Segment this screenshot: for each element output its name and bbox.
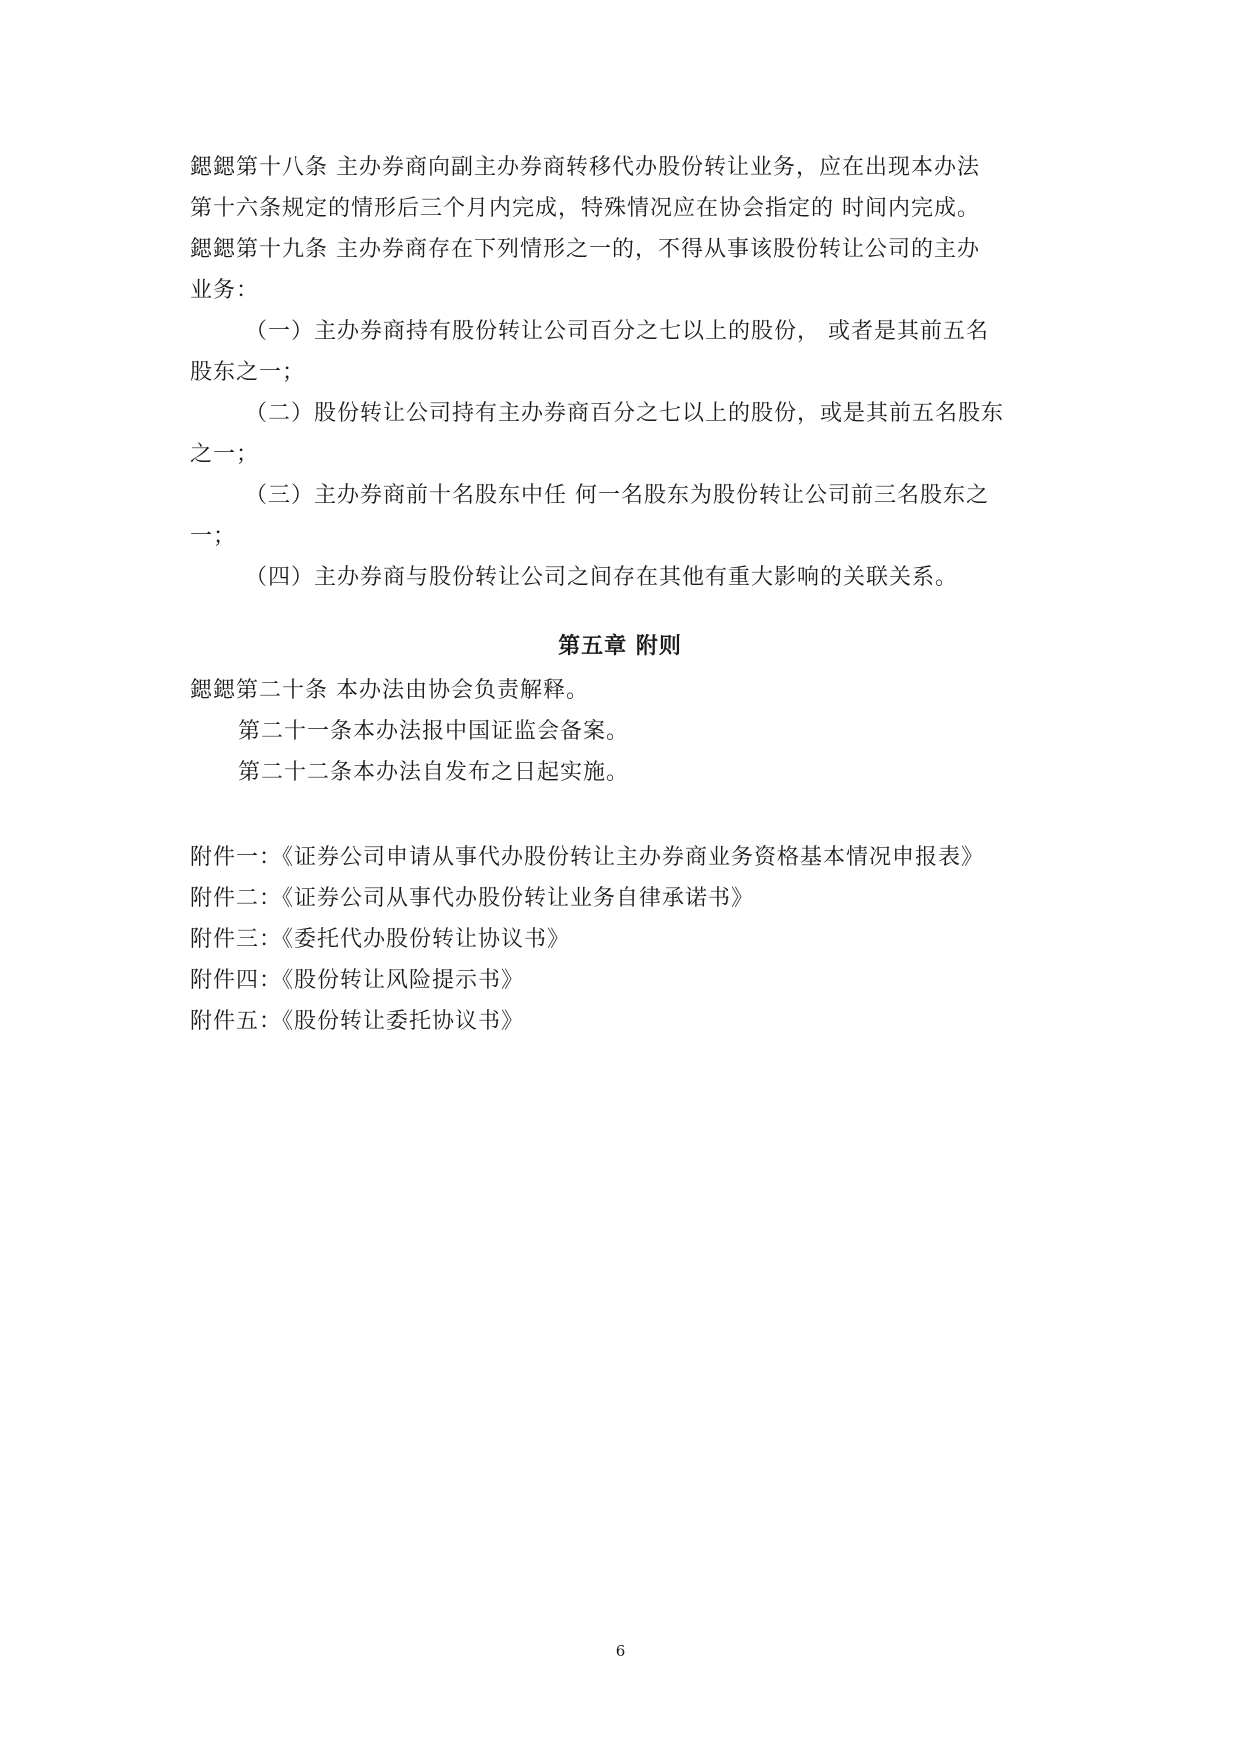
item-1-line-2: 股东之一； [190, 360, 306, 385]
chapter-5-heading: 第五章 附则 [558, 634, 682, 659]
page-content [190, 155, 1050, 1050]
item-4-line-1: （四）主办券商与股份转让公司之间存在其他有重大影响的关联关系。 [245, 565, 959, 590]
page-number: 6 [615, 1642, 626, 1660]
article-22: 第二十二条本办法自发布之日起实施。 [238, 760, 630, 785]
item-2-line-1: （二）股份转让公司持有主办券商百分之七以上的股份，或是其前五名股东 [245, 401, 1005, 426]
item-3-line-1: （三）主办券商前十名股东中任 何一名股东为股份转让公司前三名股东之 [245, 483, 989, 508]
item-1-line-1: （一）主办券商持有股份转让公司百分之七以上的股份， 或者是其前五名 [245, 319, 989, 344]
attachment-4: 附件四：《股份转让风险提示书》 [190, 968, 525, 993]
attachments-spacer [190, 801, 1050, 845]
article-19-line-1: 鍶鍶第十九条 主办券商存在下列情形之一的，不得从事该股份转让公司的主办 [190, 237, 980, 262]
attachment-1: 附件一：《证券公司申请从事代办股份转让主办券商业务资格基本情况申报表》 [190, 845, 985, 870]
article-20: 鍶鍶第二十条 本办法由协会负责解释。 [190, 678, 589, 703]
item-3-line-2: 一； [190, 524, 237, 549]
article-18-line-2: 第十六条规定的情形后三个月内完成，特殊情况应在协会指定的 时间内完成。 [190, 196, 980, 221]
attachment-5: 附件五：《股份转让委托协议书》 [190, 1009, 525, 1034]
attachment-2: 附件二：《证券公司从事代办股份转让业务自律承诺书》 [190, 886, 755, 911]
section-spacer [190, 606, 1050, 634]
article-21: 第二十一条本办法报中国证监会备案。 [238, 719, 630, 744]
attachment-3: 附件三：《委托代办股份转让协议书》 [190, 927, 571, 952]
article-18-line-1: 鍶鍶第十八条 主办券商向副主办券商转移代办股份转让业务，应在出现本办法 [190, 155, 980, 180]
item-2-line-2: 之一； [190, 442, 260, 467]
article-19-line-2: 业务： [190, 278, 260, 303]
